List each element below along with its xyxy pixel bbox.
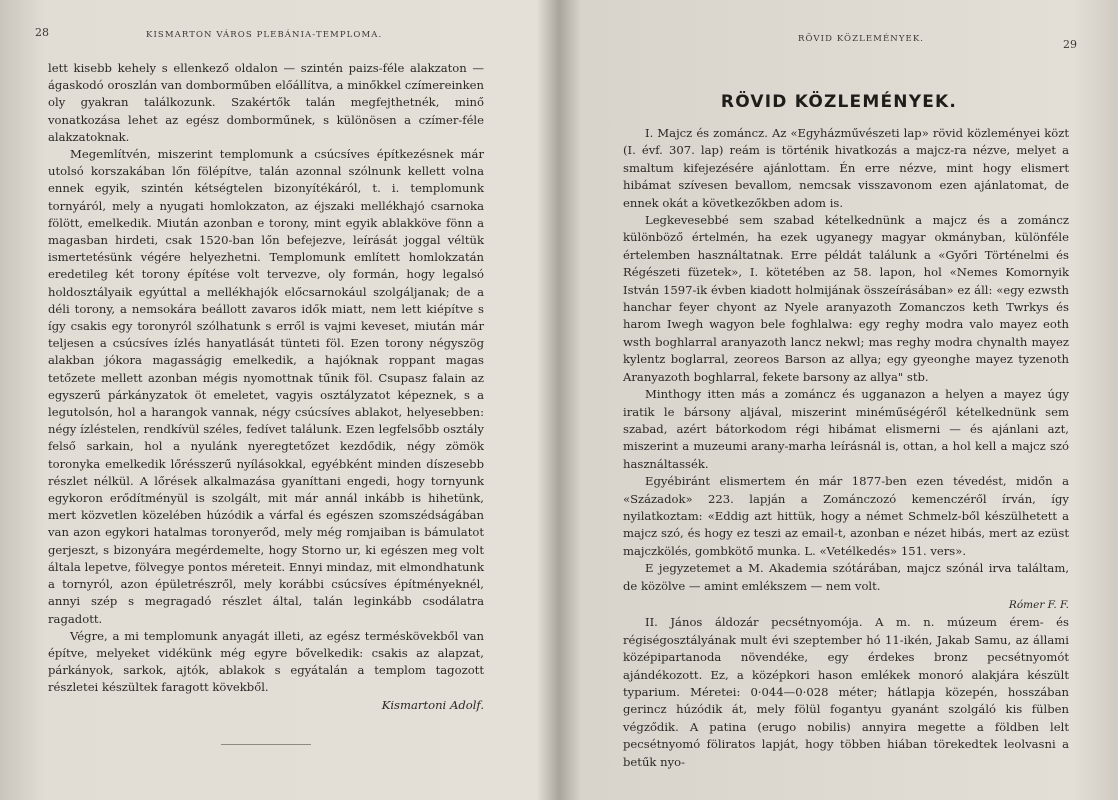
section-title: RÖVID KÖZLEMÉNYEK. — [720, 92, 958, 112]
paragraph: E jegyzetemet a M. Akademia szótárában, majcz szónál irva találtam, de közölve — amint emlékszem — nem volt. — [623, 561, 1069, 593]
paragraph: I. Majcz és zománcz. Az «Egyházművészeti lap» rövid közleményei közt (I. évf. 307. lap) reám is történik hivatkozás a majcz-ra nézve, melyet a smaltum kifejezésére ajánlottam. Én erre nézve, mint hogy elismert hibámat szívesen bevallom, nemcsak visszavonom ezen ajánlatomat, de ennek okát a következőkben adom is. — [623, 126, 1069, 210]
body-text — [623, 125, 1069, 771]
divider — [221, 744, 311, 745]
paragraph: Megemlítvén, miszerint templomunk a csúcsíves építkezésnek már utolsó korszakában lőn fölépítve, talán azonnal szólnunk kellett volna ennek egyik, szintén kétségtelen bizonyítékáról, t. i. templomunk tornyáról, mely a nyugati homlokzaton, az éjszaki mellékhajó csarnoka fölött, emelkedik. Miután azonban e torony, mint egyik ablakköve fönn a magasban hirdeti, csak 1520-ban lőn befejezve, leírását joggal véltük ismertetésünk végére helyezhetni. Templomunk említett homlokzatán eredetileg két torony építése volt tervezve, oly formán, hogy legalsó holdosztályaik egyúttal a mellékhajók előcsarnokául szolgáljanak; de a déli torony, a nemsokára beállott zavaros idők miatt, nem lett kiépítve s így csakis egy toronyról szólhatunk s erről is vajmi keveset, miután már teljesen a csúcsíves ízlés hanyatlását tünteti föl. Ezen torony négyszög alakban jókora magasságig emelkedik, a hajóknak roppant magas tetőzete mellett azonban mégis nyomottnak tűnik föl. Csupasz falain az egyszerű párkányzatok öt emeletet, vagyis osztályzatot képeznek, s a legutolsón, hol a harangok vannak, négy csúcsíves ablakot, helyesebben: négy ízléstelen, rendkívül széles, fedívet találunk. Ezen legfelsőbb osztály felső sarkain, hol a nyulánk nyeregtetőzet kezdődik, négy zömök toronyka emelkedik lőrésszerű nyílásokkal, egyébként minden díszesebb részlet nélkül. A lőrések alkalmazása gyaníttani engedi, hogy tornyunk egykoron erődítményül is szolgált, mit már annál inkább is hihetünk, mert közvetlen közelében húzódik a várfal és egészen szomszédságában van azon egykori hatalmas toronyerőd, mely még romjaiban is bámulatot gerjeszt, s bizonyára megérdemelte, hogy Storno ur, ki egészen meg volt általa lepetve, fölvegye pontos méreteit. Ennyi mindaz, mit elmondhatunk a tornyról, azon épületrészről, mely korábbi csúcsíves építményeknél, annyi szép s megragadó részlet által, talán leginkább csodálatra ragadott. — [48, 147, 484, 626]
author-signature: Kismartoni Adolf. — [381, 697, 484, 712]
paragraph: Egyébiránt elismertem én már 1877-ben ezen tévedést, midőn a «Századok» 223. lapján a Zománczozó kemenczéről írván, így nyilatkoztam: «Eddig azt hittük, hogy a német Schmelz-ből készülhetett a majcz szó, és hogy ez teszi az email-t, azonban e nézet hibás, mert az ezüst majczkölés, gombkötő munka. L. «Vetélkedés» 151. vers». — [623, 474, 1069, 558]
running-head: RÖVID KÖZLEMÉNYEK. — [798, 34, 925, 44]
paragraph: II. János áldozár pecsétnyomója. A m. n. múzeum érem- és régiségosztályának mult évi szeptember hó 11-ikén, Jakab Samu, az állami középipartanoda növendéke, egy érdekes bronz pecsétnyomót ajándékozott. Ez, a középkori hason emlékek monoró alakjára készült typarium. Méretei: 0·044—0·028 méter; hátlapja közepén, hosszában gerincz húzódik át, mely fölül fogantyu gyanánt szolgáló kis fülben végződik. A patina (erugo nobilis) annyira megette a földben lelt pecsétnyomó föliratos lapját, hogy többen hiában törekedtek leolvasni a betűk nyo- — [623, 615, 1069, 769]
page-number: 29 — [1063, 38, 1077, 51]
paragraph: lett kisebb kehely s ellenkező oldalon — szintén paizs-féle alakzaton — ágaskodó oroszlán van domborműben előállítva, a minőkkel czímereinken oly gyakran találkozunk. Szakértők talán megfejthetnék, minő vonatkozása lehet az egész domborműnek, s különösen a czímer-féle alakzatoknak. — [48, 61, 484, 144]
paragraph: Minthogy itten más a zománcz és ugganazon a helyen a mayez úgy iratik le bársony aljával, miszerint minéműségéről kételkednünk sem szabad, azért bátorkodom régi hibámat elismerni — és ajánlani azt, miszerint a muzeumi arany-marha leírásnál is, ottan, a hol kell a majcz szó használtassék. — [623, 387, 1069, 471]
page-number: 28 — [35, 26, 49, 39]
author-signature: Rómer F. F. — [1008, 598, 1069, 611]
paragraph: Legkevesebbé sem szabad kételkednünk a majcz és a zománcz különböző értelmén, ha ezek ugyanegy magyar okmányban, különféle értelemben használtatnak. Erre példát találunk a «Győri Történelmi és Régészeti füzetek», I. kötetében az 58. lapon, hol «Nemes Komornyik István 1597-ik évben kiadott holmijának összeírásában» ez áll: «egy ezwsth hanchar feyer chyont az Nyele aranyazoth Zomanczos keth Twrkys és harom Iwegh wagyon bele foghlalwa: egy reghy modra valo mayez eoth wsth boghlarral aranyazoth lancz nekwl; mas reghy modra chynalth mayez kylentz boglarral, zeoreos Barson az allya; egy gyeonghe mayez tyzenoth Aranyazoth boghlarral, fekete barsony az allya" stb. — [623, 213, 1069, 384]
running-head: KISMARTON VÁROS PLEBÁNIA-TEMPLOMA. — [146, 30, 383, 40]
body-text — [48, 60, 484, 745]
paragraph: Végre, a mi templomunk anyagát illeti, az egész terméskövekből van építve, melyeket vidékünk még egyre bővelkedik: csakis az alapzat, párkányok, sarkok, ajtók, ablakok s egyátalán a templom tagozott részletei készültek faragott kövekből. — [48, 628, 484, 695]
